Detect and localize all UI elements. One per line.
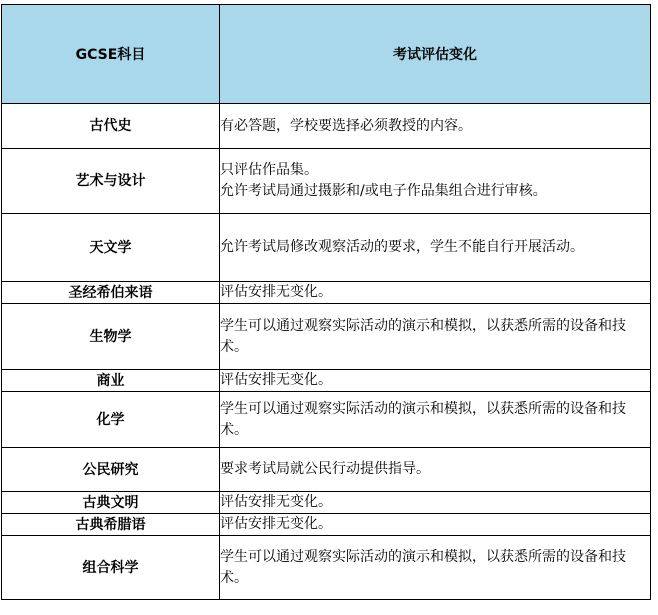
subject-cell: 古典希腊语 (2, 514, 220, 536)
change-cell (220, 536, 651, 600)
change-line: 允许考试局通过摄影和/或电子作品集组合进行审核。 (220, 183, 547, 199)
change-line: 学生可以通过观察实际活动的演示和模拟，以获悉所需的设备和技术。 (220, 317, 626, 355)
table-row (2, 149, 651, 214)
change-cell (220, 492, 651, 514)
change-line: 评估安排无变化。 (220, 494, 332, 510)
change-line: 要求考试局就公民行动提供指导。 (220, 461, 430, 477)
gcse-assessment-table (1, 4, 651, 600)
subject-cell: 天文学 (2, 214, 220, 282)
table-row (2, 392, 651, 448)
change-line: 评估安排无变化。 (220, 372, 332, 388)
table-row (2, 370, 651, 392)
table-row (2, 536, 651, 600)
subject-cell: 圣经希伯来语 (2, 282, 220, 304)
header-change: 考试评估变化 (220, 5, 651, 104)
subject-cell: 艺术与设计 (2, 149, 220, 214)
subject-cell: 商业 (2, 370, 220, 392)
table-row (2, 492, 651, 514)
change-line: 只评估作品集。 (220, 162, 318, 178)
table-row (2, 514, 651, 536)
table-body (2, 104, 651, 600)
change-cell (220, 149, 651, 214)
table-header (2, 5, 651, 104)
table-row (2, 304, 651, 370)
table-row (2, 448, 651, 492)
subject-cell: 公民研究 (2, 448, 220, 492)
change-line: 评估安排无变化。 (220, 284, 332, 300)
change-line: 学生可以通过观察实际活动的演示和模拟，以获悉所需的设备和技术。 (220, 548, 626, 586)
change-line: 学生可以通过观察实际活动的演示和模拟，以获悉所需的设备和技术。 (220, 400, 626, 438)
change-cell (220, 104, 651, 149)
subject-cell: 古代史 (2, 104, 220, 149)
change-cell (220, 370, 651, 392)
change-cell (220, 392, 651, 448)
change-line: 允许考试局修改观察活动的要求，学生不能自行开展活动。 (220, 239, 584, 255)
header-subject: GCSE科目 (2, 5, 220, 104)
subject-cell: 生物学 (2, 304, 220, 370)
subject-cell: 化学 (2, 392, 220, 448)
change-cell (220, 448, 651, 492)
change-cell (220, 514, 651, 536)
table-row (2, 214, 651, 282)
change-line: 有必答题，学校要选择必须教授的内容。 (220, 117, 472, 134)
header-row (2, 5, 651, 104)
change-cell (220, 304, 651, 370)
change-cell (220, 282, 651, 304)
change-line: 评估安排无变化。 (220, 516, 332, 532)
table-row (2, 104, 651, 149)
subject-cell: 组合科学 (2, 536, 220, 600)
subject-cell: 古典文明 (2, 492, 220, 514)
change-cell (220, 214, 651, 282)
table-row (2, 282, 651, 304)
